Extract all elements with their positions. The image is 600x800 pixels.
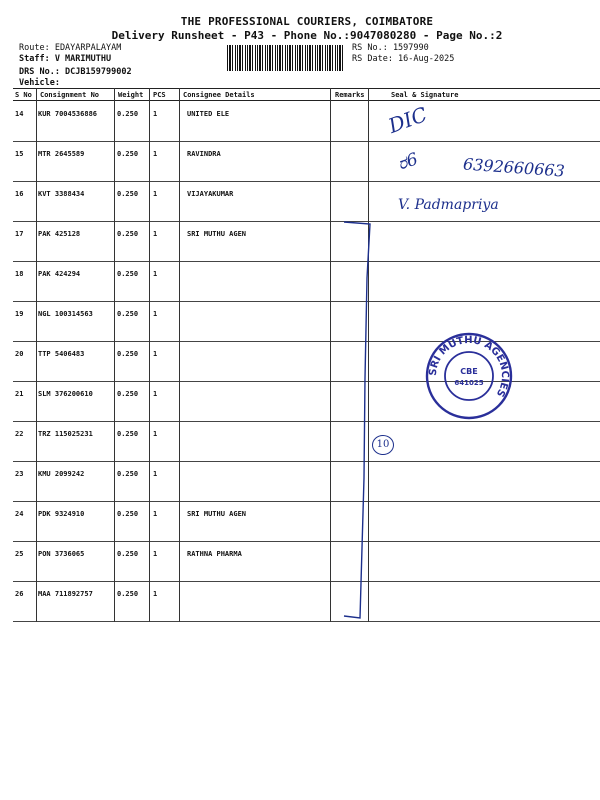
row-weight: 0.250	[117, 510, 139, 518]
drs-number: DRS No.: DCJB159799002	[19, 67, 132, 77]
row-sno: 25	[15, 550, 24, 558]
row-pcs: 1	[153, 590, 158, 598]
header-top-rule	[13, 88, 600, 89]
row-consignee: UNITED ELE	[187, 110, 230, 118]
row-sno: 22	[15, 430, 24, 438]
handwritten-signature-1: DIC	[385, 102, 431, 138]
table-row	[13, 101, 600, 142]
col-divider	[330, 88, 331, 622]
row-pcs: 1	[153, 510, 158, 518]
handwritten-signature-2: ರ6	[395, 149, 421, 175]
col-divider	[114, 88, 115, 622]
table-row	[13, 461, 600, 502]
agency-stamp	[425, 332, 513, 420]
vehicle-label: Vehicle:	[19, 78, 60, 88]
row-consignment: TTP 5406483	[38, 350, 85, 358]
table-row	[13, 581, 600, 622]
row-weight: 0.250	[117, 110, 139, 118]
row-weight: 0.250	[117, 310, 139, 318]
row-consignment: PDK 9324910	[38, 510, 85, 518]
row-pcs: 1	[153, 430, 158, 438]
row-weight: 0.250	[117, 470, 139, 478]
row-pcs: 1	[153, 190, 158, 198]
barcode	[227, 45, 345, 71]
row-weight: 0.250	[117, 350, 139, 358]
row-weight: 0.250	[117, 590, 139, 598]
row-consignment: KMU 2099242	[38, 470, 85, 478]
row-sno: 16	[15, 190, 24, 198]
table-row	[13, 221, 600, 262]
runsheet-subtitle: Delivery Runsheet - P43 - Phone No.:9047080280 - Page No.:2	[111, 29, 503, 42]
table-row	[13, 501, 600, 542]
row-consignee: SRI MUTHU AGEN	[187, 510, 247, 518]
row-sno: 20	[15, 350, 24, 358]
pen-bracket-line	[340, 218, 380, 628]
row-sno: 15	[15, 150, 24, 158]
row-sno: 23	[15, 470, 24, 478]
row-consignment: TRZ 115025231	[38, 430, 93, 438]
stamp-text: SRI MUTHU AGENCIES	[427, 334, 511, 399]
row-consignment: PAK 425128	[38, 230, 81, 238]
row-pcs: 1	[153, 470, 158, 478]
row-pcs: 1	[153, 310, 158, 318]
col-divider	[36, 88, 37, 622]
col-consignee: Consignee Details	[183, 91, 255, 99]
table-row	[13, 181, 600, 222]
row-pcs: 1	[153, 110, 158, 118]
row-weight: 0.250	[117, 230, 139, 238]
route-label: Route: EDAYARPALAYAM	[19, 43, 122, 53]
row-sno: 18	[15, 270, 24, 278]
row-weight: 0.250	[117, 190, 139, 198]
col-divider	[179, 88, 180, 622]
row-consignee: SRI MUTHU AGEN	[187, 230, 247, 238]
col-pcs: PCS	[153, 91, 166, 99]
handwritten-phone: 6392660663	[462, 154, 566, 181]
stamp-place: CBE	[460, 367, 478, 376]
row-consignment: KUR 7004536886	[38, 110, 98, 118]
row-weight: 0.250	[117, 430, 139, 438]
table-row	[13, 541, 600, 582]
col-consignment: Consignment No	[40, 91, 100, 99]
row-consignment: KVT 3388434	[38, 190, 85, 198]
rs-number: RS No.: 1597990	[352, 43, 429, 53]
handwritten-signature-3: V. Padmapriya	[398, 197, 499, 213]
col-weight: Weight	[118, 91, 144, 99]
row-pcs: 1	[153, 550, 158, 558]
row-pcs: 1	[153, 150, 158, 158]
row-consignee: RAVINDRA	[187, 150, 221, 158]
rs-date: RS Date: 16-Aug-2025	[352, 54, 455, 64]
row-pcs: 1	[153, 230, 158, 238]
table-row	[13, 261, 600, 302]
row-consignment: SLM 376200610	[38, 390, 93, 398]
row-pcs: 1	[153, 390, 158, 398]
row-sno: 14	[15, 110, 24, 118]
row-pcs: 1	[153, 350, 158, 358]
row-consignment: MAA 711892757	[38, 590, 93, 598]
row-sno: 21	[15, 390, 24, 398]
row-sno: 17	[15, 230, 24, 238]
row-consignment: NGL 100314563	[38, 310, 93, 318]
table-row	[13, 421, 600, 462]
row-sno: 26	[15, 590, 24, 598]
row-weight: 0.250	[117, 550, 139, 558]
row-consignee: RATHNA PHARMA	[187, 550, 242, 558]
row-sno: 19	[15, 310, 24, 318]
stamp-pin: 641025	[454, 379, 484, 387]
handwritten-count: 10	[372, 435, 394, 455]
row-consignment: PAK 424294	[38, 270, 81, 278]
col-remarks: Remarks	[335, 91, 365, 99]
col-divider	[149, 88, 150, 622]
row-consignment: PON 3736065	[38, 550, 85, 558]
row-consignment: MTR 2645589	[38, 150, 85, 158]
col-sno: S No	[15, 91, 32, 99]
staff-label: Staff: V MARIMUTHU	[19, 54, 112, 64]
row-pcs: 1	[153, 270, 158, 278]
row-weight: 0.250	[117, 270, 139, 278]
row-sno: 24	[15, 510, 24, 518]
row-consignee: VIJAYAKUMAR	[187, 190, 234, 198]
row-weight: 0.250	[117, 390, 139, 398]
row-weight: 0.250	[117, 150, 139, 158]
col-seal: Seal & Signature	[391, 91, 459, 99]
company-title: THE PROFESSIONAL COURIERS, COIMBATORE	[180, 15, 434, 28]
